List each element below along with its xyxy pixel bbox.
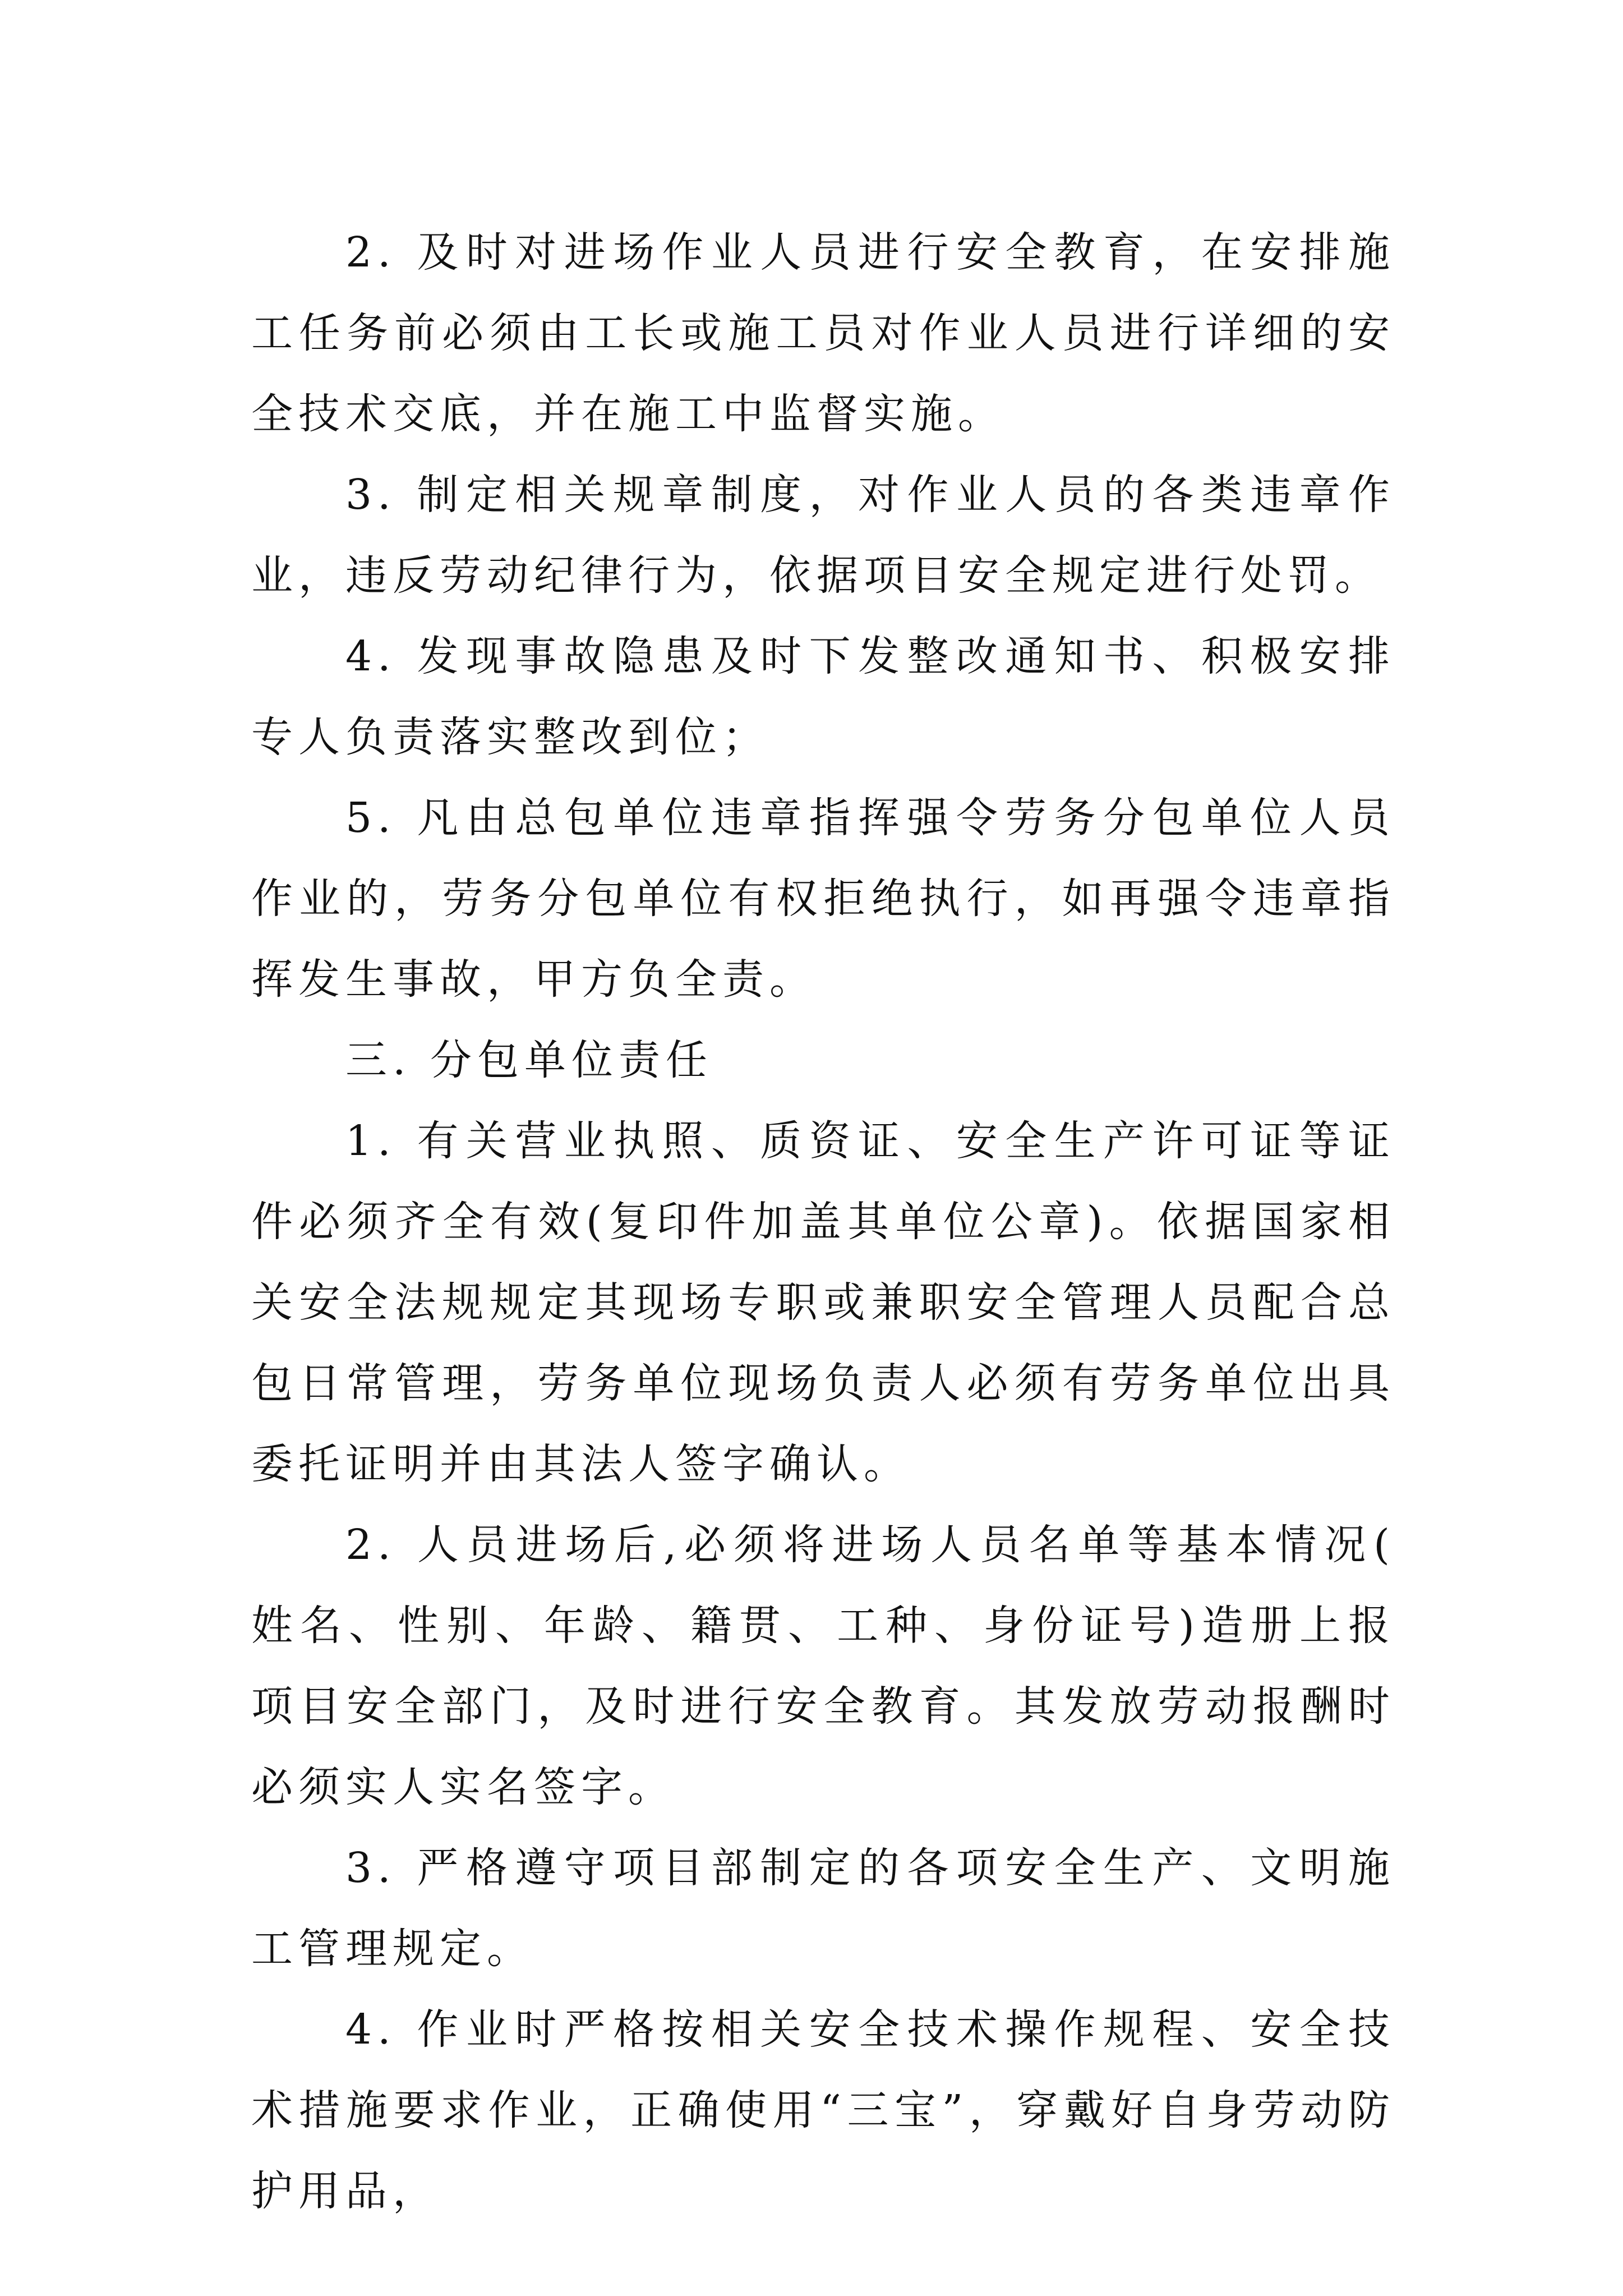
paragraph-clause-4: 4. 发现事故隐患及时下发整改通知书、积极安排专人负责落实整改到位； <box>251 632 1395 761</box>
paragraph-subcontractor-clause-3: 3. 严格遵守项目部制定的各项安全生产、文明施工管理规定。 <box>251 1844 1395 1973</box>
paragraph-clause-5: 5. 凡由总包单位违章指挥强令劳务分包单位人员作业的，劳务分包单位有权拒绝执行，如再强令违章指挥发生事故，甲方负全责。 <box>251 794 1395 1004</box>
paragraph-subcontractor-clause-4: 4. 作业时严格按相关安全技术操作规程、安全技术措施要求作业，正确使用“三宝”，穿戴好自身劳动防护用品， <box>251 2005 1395 2215</box>
paragraph-subcontractor-clause-2: 2. 人员进场后,必须将进场人员名单等基本情况(姓名、性别、年龄、籍贯、工种、身份证号)造册上报项目安全部门，及时进行安全教育。其发放劳动报酬时必须实人实名签字。 <box>251 1521 1395 1811</box>
paragraph-subcontractor-clause-1: 1. 有关营业执照、质资证、安全生产许可证等证件必须齐全有效(复印件加盖其单位公章)。依据国家相关安全法规规定其现场专职或兼职安全管理人员配合总包日常管理，劳务单位现场负责人必须有劳务单位出具委托证明并由其法人签字确认。 <box>251 1117 1395 1488</box>
paragraph-clause-3: 3. 制定相关规章制度，对作业人员的各类违章作业，违反劳动纪律行为，依据项目安全规定进行处罚。 <box>251 471 1395 600</box>
document-body <box>251 212 1395 2231</box>
paragraph-clause-2: 2. 及时对进场作业人员进行安全教育，在安排施工任务前必须由工长或施工员对作业人员进行详细的安全技术交底，并在施工中监督实施。 <box>251 228 1395 438</box>
section-heading-subcontractor-responsibility: 三. 分包单位责任 <box>345 1036 713 1084</box>
